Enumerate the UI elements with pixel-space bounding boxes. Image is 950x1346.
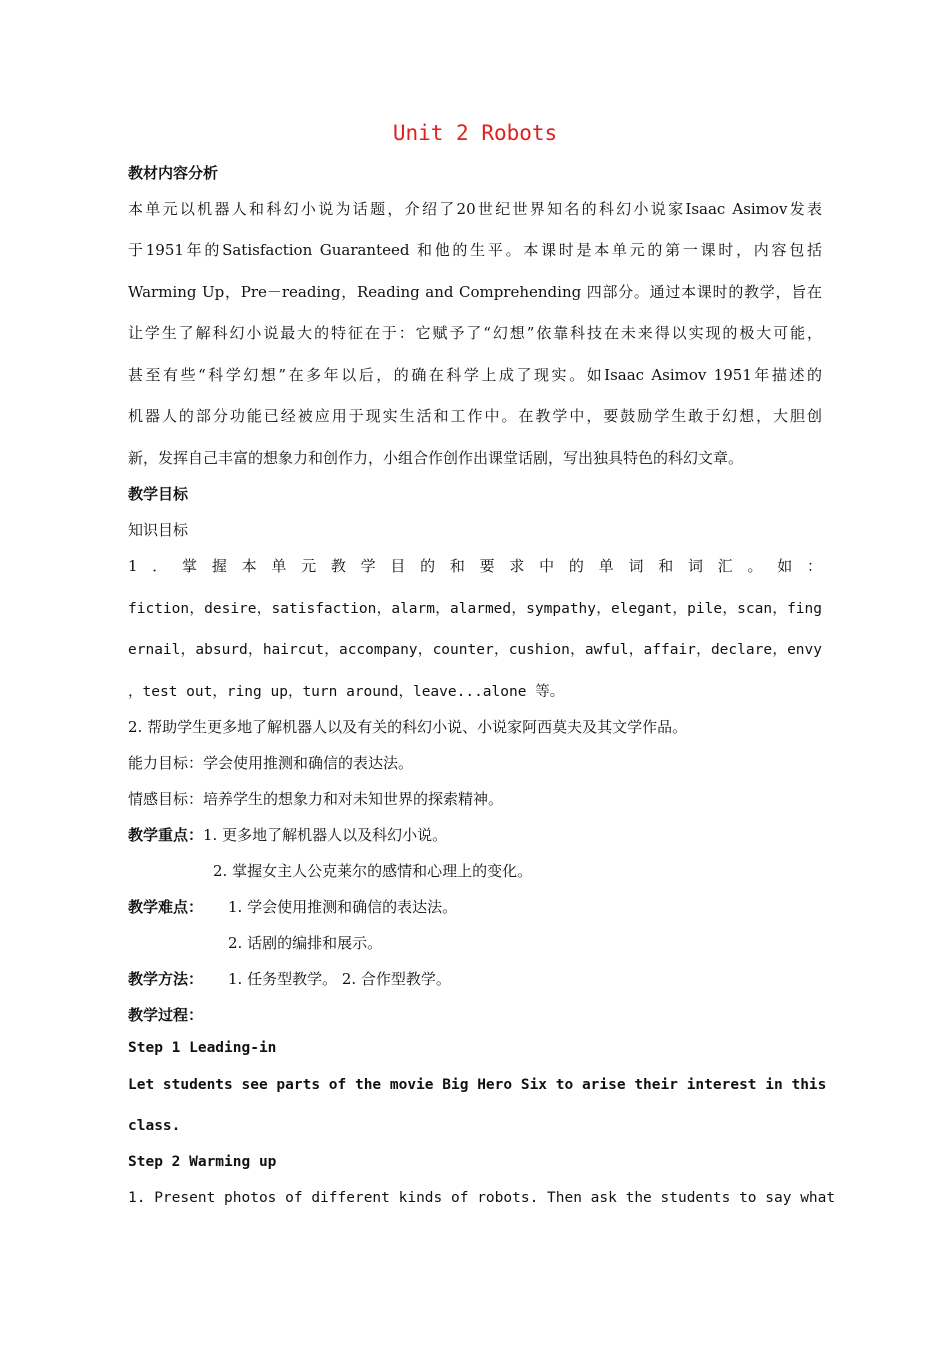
methods-row xyxy=(128,968,203,989)
knowledge-item-2: 2. 帮助学生更多地了解机器人以及有关的科幻小说、小说家阿西莫夫及其文学作品。 xyxy=(128,718,688,736)
analysis-line-6: 机器人的部分功能已经被应用于现实生活和工作中。在教学中，要鼓励学生敢于幻想，大胆创 xyxy=(128,407,822,425)
page-title: Unit 2 Robots xyxy=(392,121,558,145)
analysis-line-2: 于1951年的Satisfaction Guaranteed 和他的生平。本课时是本单元的第一课时，内容包括 xyxy=(128,241,822,259)
analysis-heading: 教材内容分析 xyxy=(128,164,219,182)
difficult-label: 教学难点： xyxy=(128,898,204,916)
step2-heading: Step 2 Warming up xyxy=(128,1154,277,1170)
vocab-line-1: fiction，desire，satisfaction，alarm，alarmed，sympathy，elegant，pile，scan，fing xyxy=(128,601,822,617)
key-points-label: 教学重点： xyxy=(128,826,204,844)
analysis-line-7: 新，发挥自己丰富的想象力和创作力，小组合作创作出课堂话剧，写出独具特色的科幻文章。 xyxy=(128,449,744,467)
step2-line-1: 1. Present photos of different kinds of robots. Then ask the students to say what xyxy=(128,1190,836,1206)
knowledge-item-1: 1．掌握本单元教学目的和要求中的单词和词汇。如： xyxy=(128,557,822,575)
key-point-2: 2. 掌握女主人公克莱尔的感情和心理上的变化。 xyxy=(213,862,533,880)
methods-label: 教学方法： xyxy=(128,970,204,988)
emotion-goal: 情感目标：培养学生的想象力和对未知世界的探索精神。 xyxy=(128,790,504,808)
methods-text: 1. 任务型教学。 2. 合作型教学。 xyxy=(228,970,451,988)
vocab-line-3: ，test out，ring up，turn around，leave...alone 等。 xyxy=(128,684,565,700)
process-label: 教学过程： xyxy=(128,1006,204,1024)
step1-heading: Step 1 Leading-in xyxy=(128,1040,277,1056)
analysis-line-3: Warming Up，Pre－reading，Reading and Comprehending 四部分。通过本课时的教学，旨在 xyxy=(128,283,822,301)
step1-line-2: class. xyxy=(128,1118,181,1134)
goals-heading: 教学目标 xyxy=(128,485,189,503)
ability-goal: 能力目标：学会使用推测和确信的表达法。 xyxy=(128,754,414,772)
key-points-row xyxy=(128,824,447,845)
analysis-line-1: 本单元以机器人和科幻小说为话题，介绍了20世纪世界知名的科幻小说家Isaac Asimov发表 xyxy=(128,200,822,218)
analysis-line-5: 甚至有些“科学幻想”在多年以后，的确在科学上成了现实。如Isaac Asimov 1951年描述的 xyxy=(128,366,822,384)
step1-line-1: Let students see parts of the movie Big Hero Six to arise their interest in this xyxy=(128,1077,827,1093)
difficult-row xyxy=(128,896,203,917)
analysis-line-4: 让学生了解科幻小说最大的特征在于：它赋予了“幻想”依靠科技在未来得以实现的极大可能， xyxy=(128,324,822,342)
vocab-line-2: ernail，absurd，haircut，accompany，counter，cushion，awful，affair，declare，envy xyxy=(128,642,822,658)
knowledge-heading: 知识目标 xyxy=(128,521,189,539)
key-point-1: 1. 更多地了解机器人以及科幻小说。 xyxy=(203,826,448,844)
difficult-1: 1. 学会使用推测和确信的表达法。 xyxy=(228,898,458,916)
difficult-2: 2. 话剧的编排和展示。 xyxy=(228,934,383,952)
